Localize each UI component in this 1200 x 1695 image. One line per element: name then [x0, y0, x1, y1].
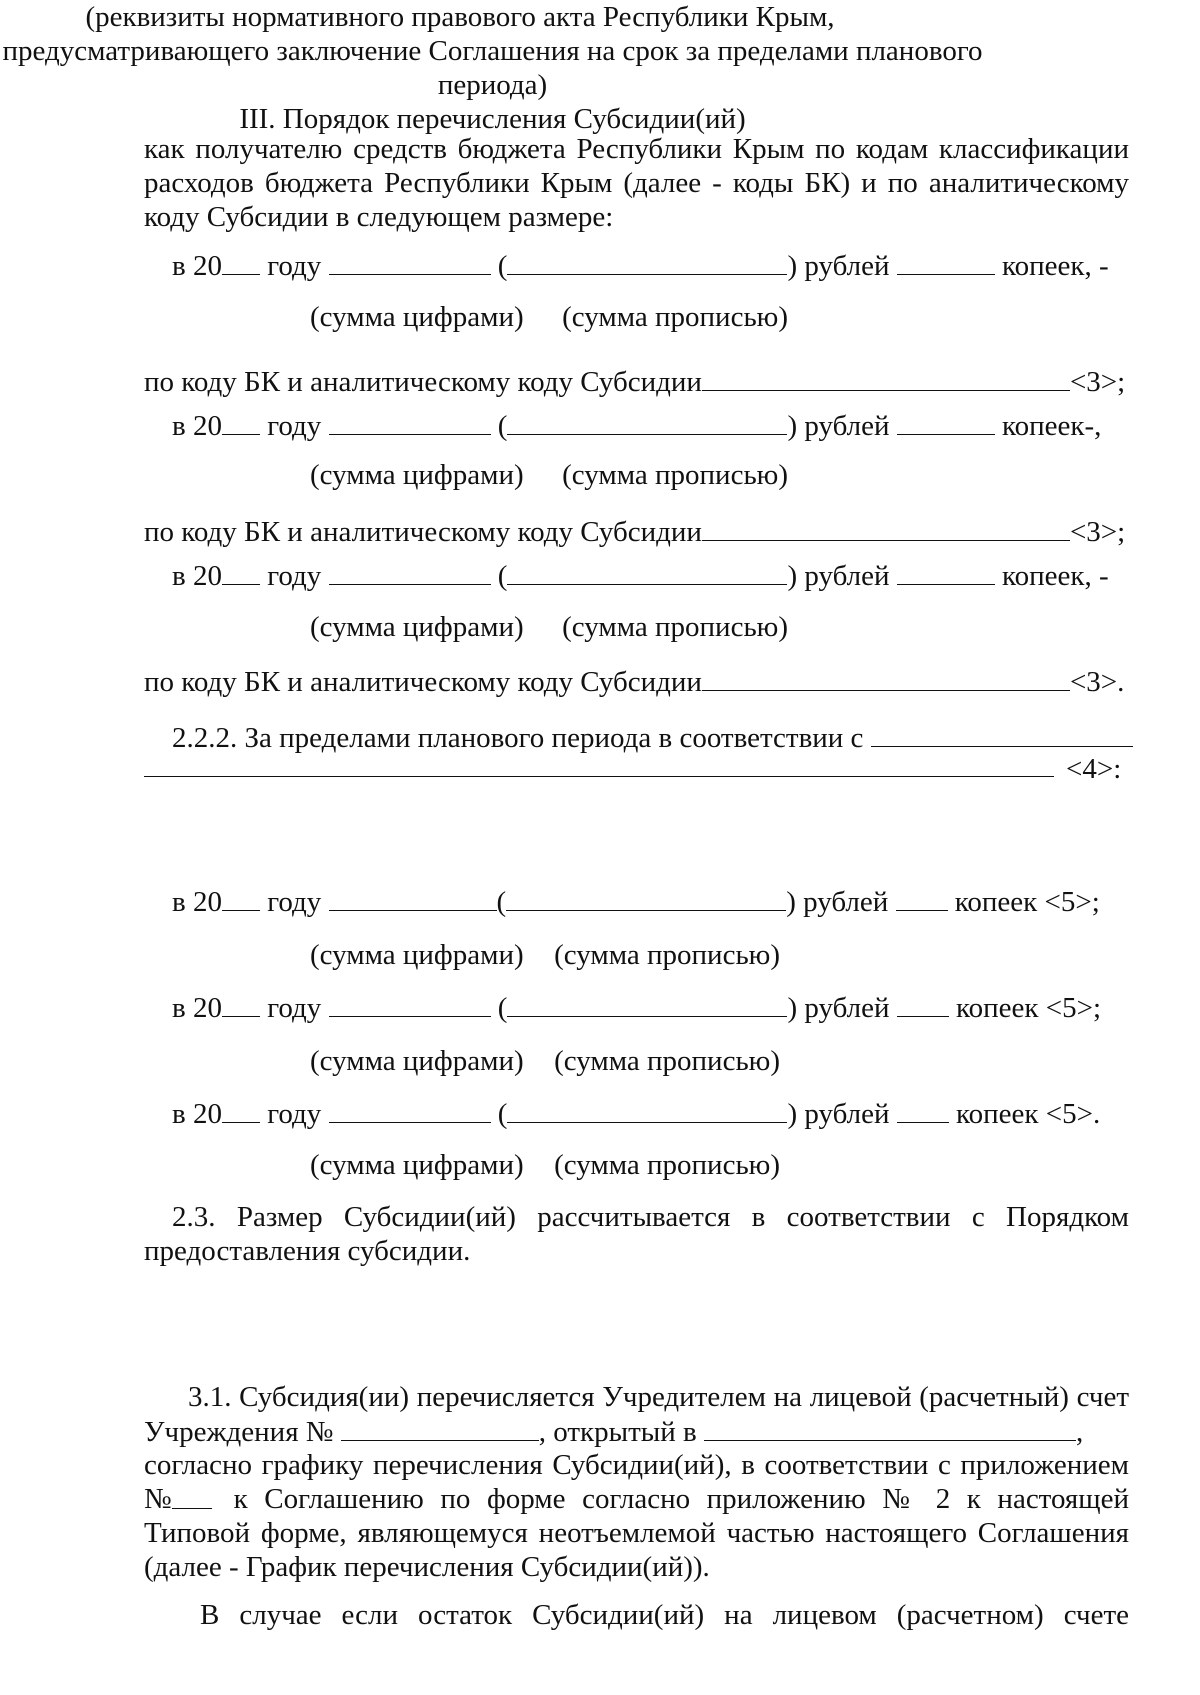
- year-word: году: [267, 560, 322, 592]
- year-word: году: [267, 886, 322, 918]
- year-blank: [222, 408, 260, 435]
- intro-line-2: расходов бюджета Республики Крым (далее - коды БК) и по аналитическому: [144, 167, 1129, 199]
- annex-number-blank: [172, 1482, 212, 1509]
- year-prefix: в 20: [172, 560, 222, 592]
- bk-label: по коду БК и аналитическому коду Субсидии: [144, 516, 702, 548]
- bk-code-blank: [702, 514, 1070, 541]
- beyond-year-row-1: [172, 884, 1129, 919]
- planned-year-row-1: [172, 248, 1129, 283]
- act-note-line-2: предусматривающего заключение Соглашения на срок за пределами планового: [2, 35, 983, 67]
- year-prefix: в 20: [172, 886, 222, 918]
- year-blank: [222, 1096, 260, 1123]
- bk-row-2: [144, 514, 1129, 549]
- caption-sum-digits: (сумма цифрами): [310, 459, 524, 491]
- sec-3-1-line-2: [144, 1414, 1129, 1449]
- kopeks-blank: [897, 248, 995, 275]
- annex-number-label: №: [144, 1483, 172, 1515]
- caption-sum-digits: (сумма цифрами): [310, 611, 524, 643]
- caption-sum-words: (сумма прописью): [554, 1045, 780, 1077]
- trailing-comma: ,: [1075, 1416, 1084, 1448]
- ref-note: <3>;: [1069, 366, 1126, 398]
- sum-captions-3: [310, 610, 910, 644]
- caption-sum-digits: (сумма цифрами): [310, 1149, 524, 1181]
- year-prefix: в 20: [172, 410, 222, 442]
- kopeks-blank: [896, 884, 948, 911]
- caption-sum-words: (сумма прописью): [554, 1149, 780, 1181]
- sec-2-3-line-2: предоставления субсидии.: [144, 1235, 471, 1267]
- kopeks-label: копеек-,: [1002, 410, 1102, 442]
- caption-sum-digits: (сумма цифрами): [310, 301, 524, 333]
- bk-row-3: [144, 664, 1129, 699]
- ref-note-4: <4>:: [1066, 753, 1122, 785]
- caption-sum-digits: (сумма цифрами): [310, 939, 524, 971]
- sum-words-blank: [507, 990, 787, 1017]
- rubles-label: ) рублей: [787, 560, 890, 592]
- year-word: году: [267, 410, 322, 442]
- sec-2-2-2-text: 2.2.2. За пределами планового периода в соответствии с: [172, 722, 864, 754]
- sec-3-1-line-5: Типовой форме, являющемуся неотъемлемой частью настоящего Соглашения: [144, 1517, 1129, 1549]
- year-prefix: в 20: [172, 250, 222, 282]
- act-note-line-1: (реквизиты нормативного правового акта Республики Крым,: [85, 1, 835, 33]
- caption-sum-words: (сумма прописью): [562, 611, 788, 643]
- sec-3-1-line-1: 3.1. Субсидия(ии) перечисляется Учредителем на лицевой (расчетный) счет: [188, 1381, 1129, 1413]
- sum-digits-blank: [329, 248, 491, 275]
- account-number-blank: [341, 1414, 539, 1441]
- ref-note: <3>;: [1069, 516, 1126, 548]
- kopeks-blank: [897, 990, 949, 1017]
- sum-captions-2: [310, 458, 910, 492]
- act-details-rule: [144, 776, 1054, 777]
- year-prefix: в 20: [172, 1098, 222, 1130]
- intro-line-1: как получателю средств бюджета Республики Крым по кодам классификации: [144, 133, 1129, 165]
- open-paren: (: [497, 410, 508, 442]
- open-paren: (: [497, 560, 508, 592]
- beyond-year-row-2: [172, 990, 1129, 1025]
- bk-code-blank: [702, 364, 1070, 391]
- opened-in-blank: [704, 1414, 1076, 1441]
- sec-2-2-2-line: [172, 720, 1129, 755]
- sum-digits-blank: [329, 408, 491, 435]
- ref-note: <3>.: [1069, 666, 1125, 698]
- year-word: году: [267, 250, 322, 282]
- year-blank: [222, 248, 260, 275]
- bk-label: по коду БК и аналитическому коду Субсидии: [144, 666, 702, 698]
- year-blank: [222, 884, 260, 911]
- caption-sum-digits: (сумма цифрами): [310, 1045, 524, 1077]
- bk-row-1: [144, 364, 1129, 399]
- year-word: году: [267, 1098, 322, 1130]
- open-paren: (: [496, 886, 507, 918]
- sum-captions-6: [310, 1148, 910, 1182]
- kopeks-label: копеек <5>;: [956, 992, 1102, 1024]
- kopeks-label: копеек <5>.: [956, 1098, 1101, 1130]
- kopeks-blank: [897, 558, 995, 585]
- sum-digits-blank: [329, 558, 491, 585]
- sec-2-3-line-1: 2.3. Размер Субсидии(ий) рассчитывается в соответствии с Порядком: [172, 1201, 1129, 1233]
- caption-sum-words: (сумма прописью): [554, 939, 780, 971]
- sum-words-blank: [507, 408, 787, 435]
- sec-3-1-line-6: (далее - График перечисления Субсидии(ий)).: [144, 1551, 710, 1583]
- sum-words-blank: [507, 1096, 787, 1123]
- rubles-label: ) рублей: [786, 886, 889, 918]
- bk-label: по коду БК и аналитическому коду Субсидии: [144, 366, 702, 398]
- planned-year-row-2: [172, 408, 1129, 443]
- year-word: году: [267, 992, 322, 1024]
- act-note-line-3: периода): [437, 69, 548, 101]
- closing-line-1: В случае если остаток Субсидии(ий) на лицевом (расчетном) счете: [200, 1599, 1129, 1631]
- kopeks-blank: [897, 1096, 949, 1123]
- sum-captions-1: [310, 300, 910, 334]
- year-prefix: в 20: [172, 992, 222, 1024]
- sec-3-1-line-4: [144, 1482, 1129, 1516]
- sum-words-blank: [507, 248, 787, 275]
- act-details-blank: [871, 720, 1133, 747]
- opened-in-label: , открытый в: [538, 1416, 697, 1448]
- sum-words-blank: [506, 884, 786, 911]
- open-paren: (: [497, 1098, 508, 1130]
- rubles-label: ) рублей: [787, 250, 890, 282]
- account-number-label: Учреждения №: [144, 1416, 334, 1448]
- open-paren: (: [497, 992, 508, 1024]
- sum-words-blank: [507, 558, 787, 585]
- planned-year-row-3: [172, 558, 1129, 593]
- caption-sum-words: (сумма прописью): [562, 459, 788, 491]
- annex-text: к Соглашению по форме согласно приложению № 2 к настоящей: [233, 1483, 1129, 1515]
- kopeks-label: копеек, -: [1002, 250, 1109, 282]
- kopeks-label: копеек, -: [1002, 560, 1109, 592]
- sum-digits-blank: [329, 884, 497, 911]
- bk-code-blank: [702, 664, 1070, 691]
- section-3-heading: III. Порядок перечисления Субсидии(ий): [239, 103, 746, 135]
- kopeks-label: копеек <5>;: [954, 886, 1100, 918]
- rubles-label: ) рублей: [787, 992, 890, 1024]
- sum-digits-blank: [329, 1096, 491, 1123]
- sec-3-1-line-3: согласно графику перечисления Субсидии(ий), в соответствии с приложением: [144, 1449, 1129, 1481]
- sum-captions-5: [310, 1044, 910, 1078]
- year-blank: [222, 990, 260, 1017]
- year-blank: [222, 558, 260, 585]
- open-paren: (: [497, 250, 508, 282]
- beyond-year-row-3: [172, 1096, 1129, 1131]
- intro-line-3: коду Субсидии в следующем размере:: [144, 201, 614, 233]
- sum-digits-blank: [329, 990, 491, 1017]
- sum-captions-4: [310, 938, 910, 972]
- rubles-label: ) рублей: [787, 410, 890, 442]
- rubles-label: ) рублей: [787, 1098, 890, 1130]
- kopeks-blank: [897, 408, 995, 435]
- caption-sum-words: (сумма прописью): [562, 301, 788, 333]
